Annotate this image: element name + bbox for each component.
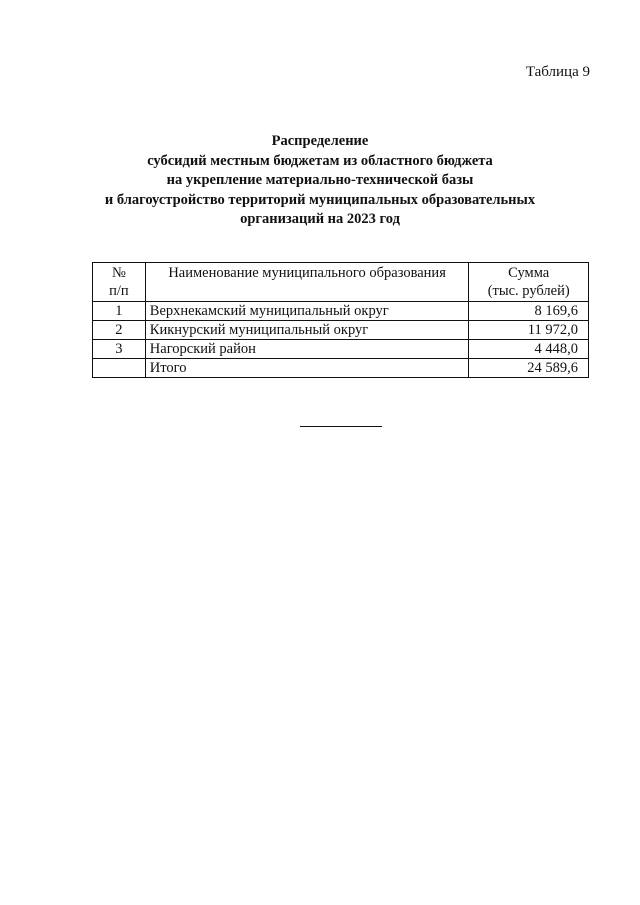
heading-line: Распределение — [271, 133, 369, 149]
row-sum: 11 972,0 — [469, 321, 589, 340]
table-header — [93, 263, 589, 302]
table-total-row — [93, 359, 589, 378]
heading-line: организаций на 2023 год — [240, 211, 400, 227]
header-sum — [469, 263, 589, 302]
table-body — [93, 302, 589, 378]
total-label: Итого — [145, 359, 469, 378]
end-separator-line — [300, 426, 382, 427]
heading-line: на укрепление материально-технической базы — [166, 172, 474, 188]
header-number — [93, 263, 146, 302]
document-heading — [0, 132, 640, 230]
row-sum: 4 448,0 — [469, 340, 589, 359]
total-number — [93, 359, 146, 378]
row-name: Верхнекамский муниципальный округ — [145, 302, 469, 321]
table-row — [93, 340, 589, 359]
header-sum-line2: (тыс. рублей) — [487, 283, 570, 299]
table-number-label: Таблица 9 — [525, 64, 590, 80]
heading-line: и благоустройство территорий муниципальных образовательных — [104, 191, 536, 208]
row-number: 2 — [93, 321, 146, 340]
table-row — [93, 302, 589, 321]
header-name: Наименование муниципального образования — [145, 263, 469, 302]
header-number-line1: № — [111, 265, 126, 281]
row-name: Кикнурский муниципальный округ — [145, 321, 469, 340]
row-sum: 8 169,6 — [469, 302, 589, 321]
row-number: 1 — [93, 302, 146, 321]
header-sum-line1: Сумма — [508, 265, 550, 281]
total-sum: 24 589,6 — [469, 359, 589, 378]
header-number-line2: п/п — [109, 283, 129, 299]
table-row — [93, 321, 589, 340]
table-header-row — [93, 263, 589, 302]
heading-line: субсидий местным бюджетам из областного бюджета — [147, 152, 493, 169]
row-number: 3 — [93, 340, 146, 359]
subsidy-table — [92, 262, 589, 378]
row-name: Нагорский район — [145, 340, 469, 359]
